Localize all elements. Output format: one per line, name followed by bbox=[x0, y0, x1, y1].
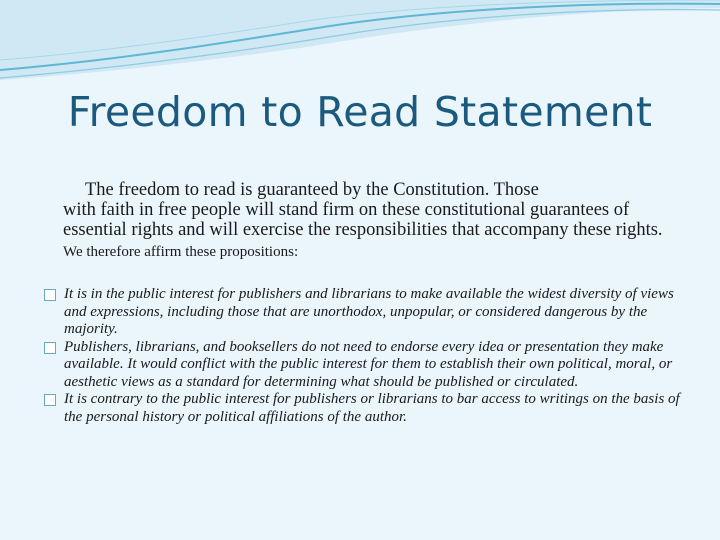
intro-closing: We therefore affirm these propositions: bbox=[63, 244, 299, 260]
square-bullet-icon bbox=[44, 289, 56, 301]
list-item bbox=[44, 391, 694, 426]
square-bullet-icon bbox=[44, 342, 56, 354]
intro-paragraph bbox=[63, 180, 683, 262]
proposition-list bbox=[44, 286, 694, 426]
bullet-text: It is contrary to the public interest for publishers or librarians to bar access to writings on the basis of the personal history or political affiliations of the author. bbox=[64, 391, 680, 425]
intro-first-line: The freedom to read is guaranteed by the Constitution. Those bbox=[85, 180, 539, 200]
square-bullet-icon bbox=[44, 394, 56, 406]
bullet-text: Publishers, librarians, and booksellers do not need to endorse every idea or presentation they make available. It would conflict with the public interest for them to establish their own political, moral, or aesthetic views as a standard for determining what should be published or circulated. bbox=[64, 338, 673, 390]
slide-title: Freedom to Read Statement bbox=[67, 88, 653, 136]
intro-body: with faith in free people will stand firm on these constitutional guarantees of essential rights and will exercise the responsibilities that accompany these rights. bbox=[63, 200, 663, 240]
bullet-text: It is in the public interest for publishers and librarians to make available the widest diversity of views and expressions, including those that are unorthodox, unpopular, or considered dangerous by the majority. bbox=[64, 286, 674, 337]
list-item bbox=[44, 339, 694, 392]
list-item bbox=[44, 286, 694, 339]
header-wave-decoration bbox=[0, 0, 720, 90]
